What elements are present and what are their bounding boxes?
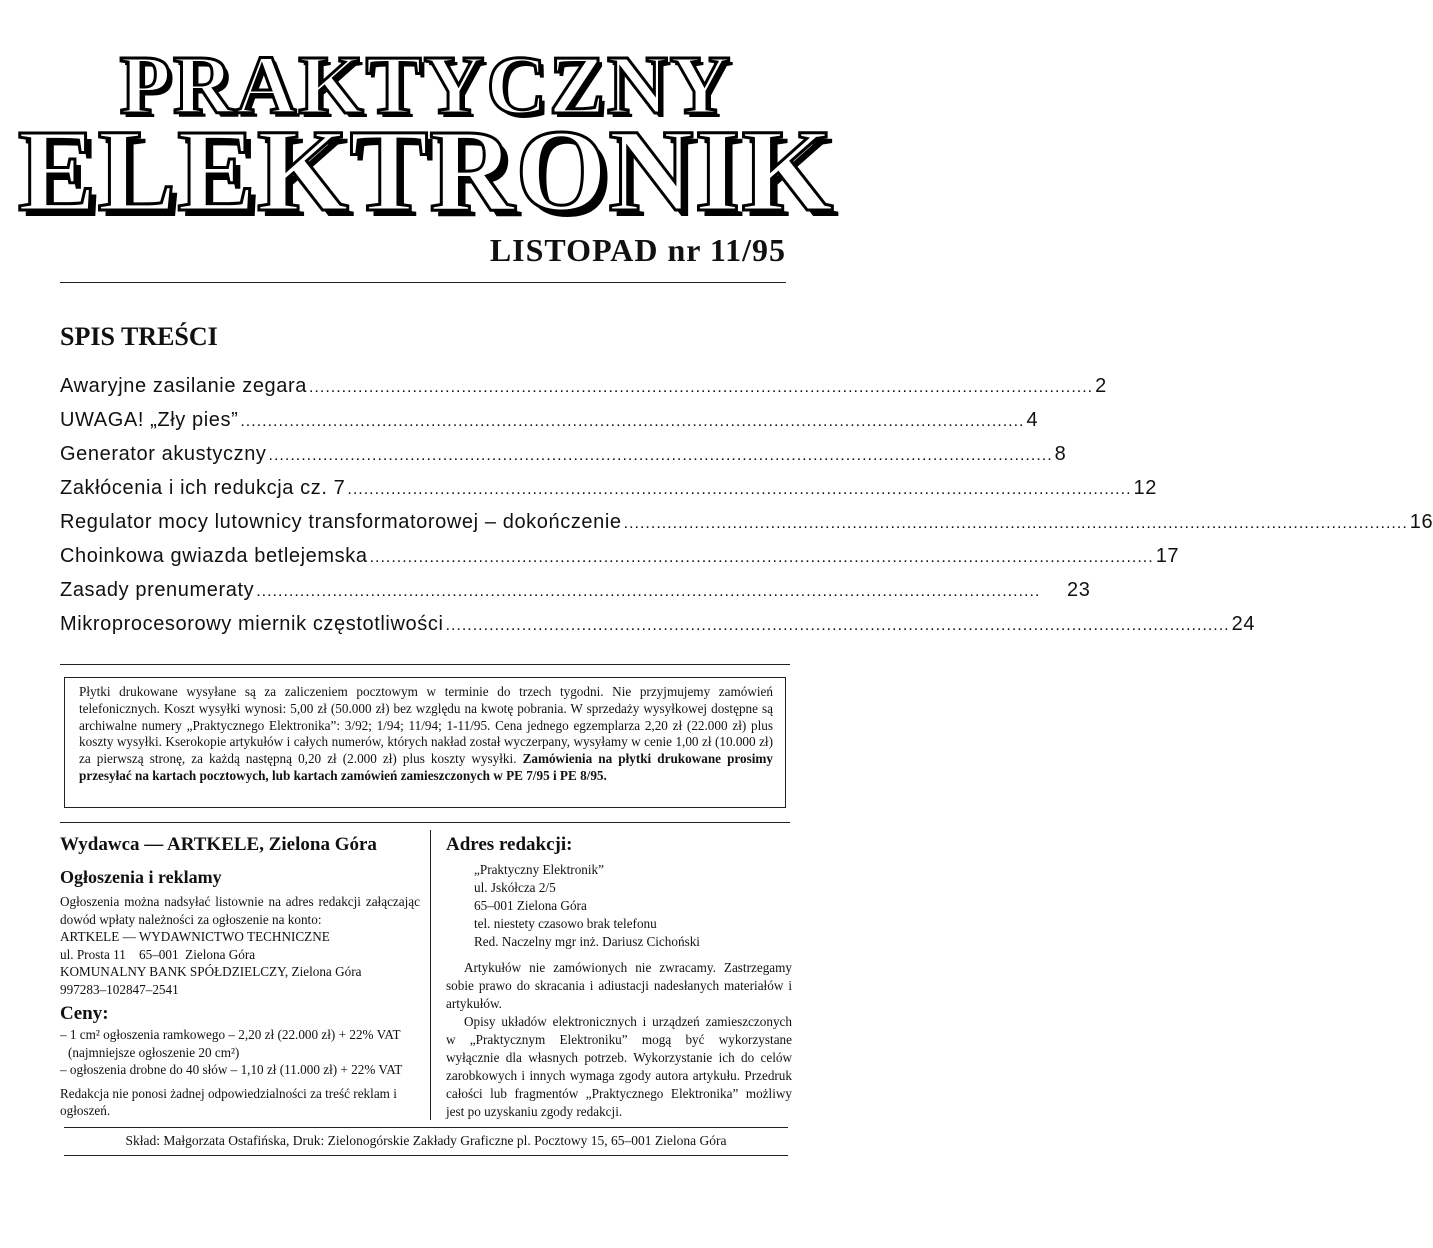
toc-leader: ................................................................................................................................................ <box>268 447 1053 464</box>
ads-account-number: 997283–102847–2541 <box>60 981 179 997</box>
address-line: „Praktyczny Elektronik” <box>474 862 604 877</box>
address-line: ul. Jskółcza 2/5 <box>474 880 556 895</box>
toc-item[interactable] <box>60 443 1067 477</box>
toc-item[interactable] <box>60 579 1091 613</box>
top-divider <box>60 282 786 283</box>
toc-item[interactable] <box>60 477 1157 511</box>
issue-label: LISTOPAD nr 11/95 <box>489 232 786 268</box>
toc-item-page: 8 <box>1054 443 1067 465</box>
disclaimer: Redakcja nie ponosi żadnej odpowiedzialności za treść reklam i ogłoszeń. <box>60 1085 397 1118</box>
ads-account-name: ARTKELE — WYDAWNICTWO TECHNICZNE <box>60 929 330 944</box>
toc-item-title: Zasady prenumeraty <box>60 579 255 601</box>
toc-leader: ................................................................................................................................................ <box>256 583 1041 600</box>
toc-bottom-divider <box>60 664 790 665</box>
price-line: – ogłoszenia drobne do 40 słów – 1,10 zł (11.000 zł) + 22% VAT <box>60 1062 403 1077</box>
toc-item-page: 12 <box>1133 477 1157 499</box>
masthead-title-line1: PRAKTYCZNY <box>119 39 733 132</box>
toc-leader: ................................................................................................................................................ <box>308 379 1094 396</box>
toc-leader: ................................................................................................................................................ <box>347 481 1132 498</box>
editorial-column <box>446 833 792 1121</box>
toc-item-title: Mikroprocesorowy miernik częstotliwości <box>60 613 444 635</box>
column-divider <box>430 830 431 1120</box>
toc-leader: ................................................................................................................................................ <box>369 549 1154 566</box>
toc-leader: ................................................................................................................................................ <box>445 617 1230 634</box>
notice-box <box>64 677 786 808</box>
toc-item-title: UWAGA! „Zły pies” <box>60 409 239 431</box>
toc-leader: ................................................................................................................................................ <box>240 413 1025 430</box>
ads-bank: KOMUNALNY BANK SPÓŁDZIELCZY, Zielona Góra <box>60 964 362 979</box>
toc-list <box>60 375 1433 647</box>
address-line: tel. niestety czasowo brak telefonu <box>474 916 657 931</box>
prices-heading: Ceny: <box>60 1003 109 1024</box>
ads-address: ul. Prosta 11 65–001 Zielona Góra <box>60 946 256 962</box>
footer-credits: Skład: Małgorzata Ostafińska, Druk: Zielonogórskie Zakłady Graficzne pl. Pocztowy 15, 65–001 Zielona Góra <box>125 1133 727 1148</box>
editorial-paragraph: Opisy układów elektronicznych i urządzeń zamieszczonych w „Praktycznym Elektroniku” mogą być wykorzystane wyłącznie dla własnych potrzeb. Wykorzystanie ich do celów zarobkowych i innych wymaga zgody autora artykułu. Przedruk całości lub fragmentów „Praktycznego Elektronika” możliwy jest po uzyskaniu zgody redakcji. <box>446 1014 792 1119</box>
publisher-column <box>60 833 420 1120</box>
toc-item[interactable] <box>60 545 1180 579</box>
toc-item[interactable] <box>60 613 1256 647</box>
toc-heading: SPIS TREŚCI <box>60 322 218 351</box>
editorial-address <box>446 861 792 951</box>
toc-leader: ................................................................................................................................................ <box>623 515 1408 532</box>
publisher-heading: Wydawca — ARTKELE, Zielona Góra <box>60 834 377 855</box>
toc-item-title: Choinkowa gwiazda betlejemska <box>60 545 368 567</box>
toc-item-page: 23 <box>1042 579 1091 601</box>
price-line-note: (najmniejsze ogłoszenie 20 cm²) <box>68 1044 240 1060</box>
toc-item-page: 24 <box>1231 613 1256 635</box>
toc-item-title: Regulator mocy lutownicy transformatorowej – dokończenie <box>60 511 622 533</box>
toc-item[interactable] <box>60 375 1107 409</box>
columns-top-divider <box>60 822 790 823</box>
toc-item-page: 4 <box>1026 409 1039 431</box>
footer-bottom-rule <box>64 1155 788 1156</box>
toc-item-page: 16 <box>1409 511 1433 533</box>
address-line: 65–001 Zielona Góra <box>474 898 587 913</box>
notice-bold-text: Zamówienia na płytki drukowane prosimy przesyłać na kartach pocztowych, lub kartach zamówień zamieszczonych w PE 7/95 i PE 8/95. <box>79 751 774 783</box>
ads-text: Ogłoszenia można nadsyłać listownie na adres redakcji załączając dowód wpłaty należności za ogłoszenie na konto: <box>60 894 420 927</box>
address-heading: Adres redakcji: <box>446 834 573 855</box>
footer-top-rule <box>64 1127 788 1128</box>
notice-text: Płytki drukowane wysyłane są za zaliczeniem pocztowym w terminie do trzech tygodni. Nie przyjmujemy zamówień telefonicznych. Koszt wysyłki wynosi: 5,00 zł (50.000 zł) bez względu na kwotę pobrania. W sprzedaży wysyłkowej dostępne są archiwalne numery „Praktycznego Elektronika”: 3/92; 1/94; 11/94; 1-11/95. Cena jednego egzemplarza 2,20 zł (22.000 zł) plus koszty wysyłki. Kserokopie artykułów i całych numerów, których nakład został wyczerpany, wysyłamy w cenie 1,00 zł (10.000 zł) za pierwszą stronę, za każdą następną 0,20 zł (2.000 zł) plus koszty wysyłki. <box>79 684 773 767</box>
toc-item-title: Zakłócenia i ich redukcja cz. 7 <box>60 477 346 499</box>
toc-item-title: Awaryjne zasilanie zegara <box>60 375 307 397</box>
masthead-title-line2: ELEKTRONIK <box>17 105 835 236</box>
toc-item[interactable] <box>60 409 1039 443</box>
price-line: – 1 cm² ogłoszenia ramkowego – 2,20 zł (22.000 zł) + 22% VAT <box>60 1027 401 1042</box>
toc-item-title: Generator akustyczny <box>60 443 267 465</box>
address-line: Red. Naczelny mgr inż. Dariusz Cichoński <box>474 934 700 949</box>
editorial-paragraph: Artykułów nie zamówionych nie zwracamy. Zastrzegamy sobie prawo do skracania i adiustacji nadesłanych materiałów i artykułów. <box>446 960 792 1011</box>
toc-item[interactable] <box>60 511 1433 545</box>
toc-item-page: 2 <box>1095 375 1107 397</box>
toc-item-page: 17 <box>1155 545 1180 567</box>
ads-heading: Ogłoszenia i reklamy <box>60 867 222 887</box>
